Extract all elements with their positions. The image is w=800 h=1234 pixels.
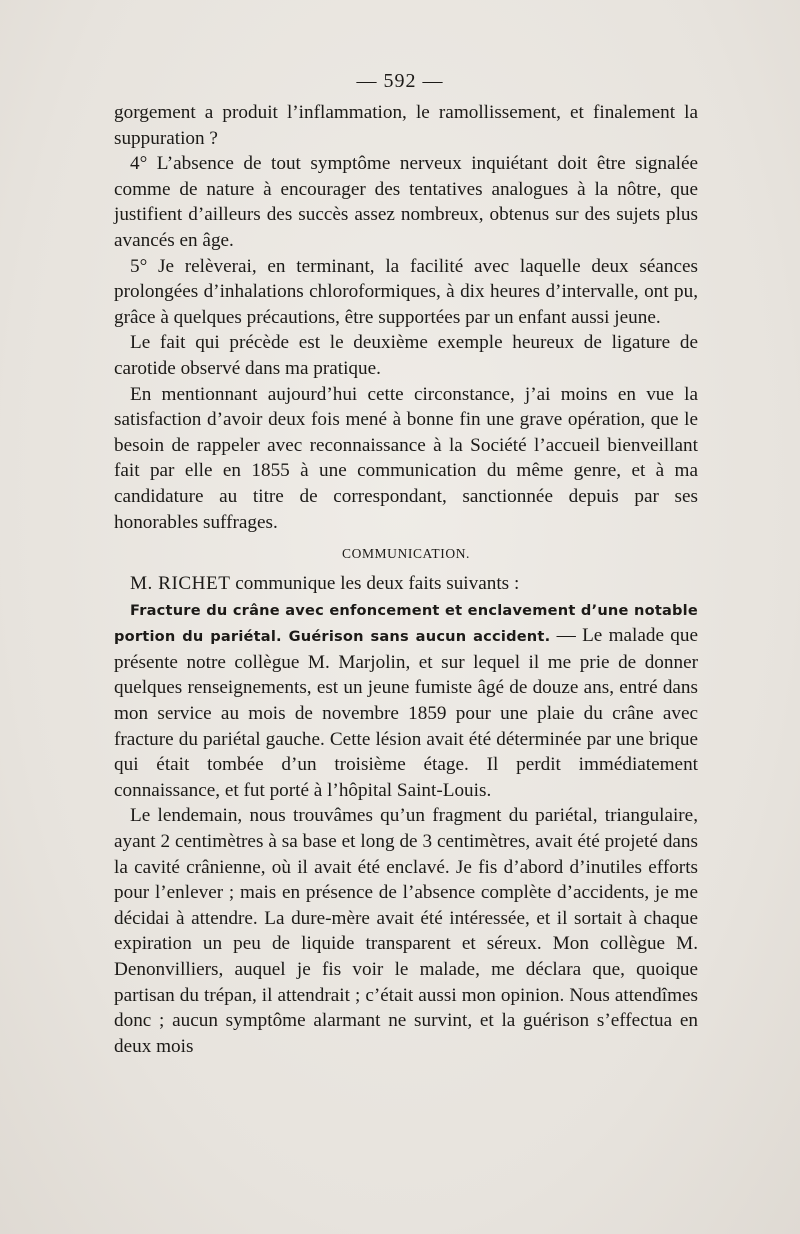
paragraph-last: Le lendemain, nous trouvâmes qu’un fragment du pariétal, triangulaire, ayant 2 centimètres à sa base et long de 3 centimètres, avait été projeté dans la cavité crânienne, où il avait été enclavé. Je fis d’abord d’inutiles efforts pour l’enlever ; mais en présence de l’absence complète d’accidents, je me décidai à attendre. La dure-mère avait été intéressée, et il sortait à chaque expiration un peu de liquide transparent et séreux. Mon collègue M. Denonvilliers, auquel je fis voir le malade, me déclara que, quoique partisan du trépan, il attendrait ; c’était aussi mon opinion. Nous attendîmes donc ; aucun symptôme alarmant ne survint, et la guérison s’effectua en deux mois [114, 805, 698, 1057]
case-title: Fracture du crâne avec enfoncement et enclavement d’une notable portion du pariétal. Guérison sans aucun accident. [114, 601, 698, 646]
speaker-name: M. RICHET [130, 573, 231, 595]
paragraph-1: gorgement a produit l’inflammation, le ramollissement, et finalement la suppuration ? [114, 102, 698, 149]
case-paragraph [114, 597, 698, 804]
paragraph-2: 4° L’absence de tout symptôme nerveux inquiétant doit être signalée comme de nature à encourager des tentatives analogues à la nôtre, que justifient d’ailleurs des succès assez nombreux, obtenus sur des sujets plus avancés en âge. [114, 153, 698, 251]
case-text: — Le malade que présente notre collègue M. Marjolin, et sur lequel il me prie de donner quelques renseignements, est un jeune fumiste âgé de douze ans, entré dans mon service au mois de novembre 1859 pour une plaie du crâne avec fracture du pariétal gauche. Cette lésion avait été déterminée par une brique qui était tombée d’un troisième étage. Il perdit immédiatement connaissance, et fut porté à l’hôpital Saint-Louis. [114, 625, 698, 801]
section-heading: COMMUNICATION. [341, 546, 471, 562]
intro-text: communique les deux faits suivants : [230, 573, 520, 595]
paragraph-4: Le fait qui précède est le deuxième exemple heureux de ligature de carotide observé dans ma pratique. [114, 332, 698, 379]
paragraph-5: En mentionnant aujourd’hui cette circonstance, j’ai moins en vue la satisfaction d’avoir deux fois mené à bonne fin une grave opération, que le besoin de rappeler avec reconnaissance à la Société l’accueil bienveillant fait par elle en 1855 à une communication du même genre, et à ma candidature au titre de correspondant, sanctionnée depuis par ses honorables suffrages. [114, 383, 698, 533]
page-body [114, 100, 698, 1059]
communication-intro [114, 571, 698, 597]
paragraph-3: 5° Je relèverai, en terminant, la facilité avec laquelle deux séances prolongées d’inhalations chloroformiques, à dix heures d’intervalle, ont pu, grâce à quelques précautions, être supportées par un enfant aussi jeune. [114, 255, 698, 328]
page-number: — 592 — [356, 70, 444, 92]
